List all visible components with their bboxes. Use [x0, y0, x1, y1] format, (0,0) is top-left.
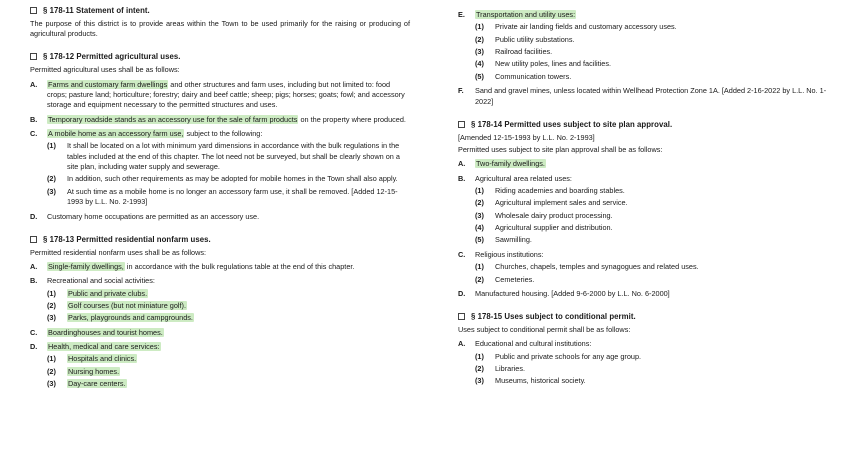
list-item-marker: C. — [458, 249, 466, 259]
list-item-marker: (3) — [47, 379, 56, 389]
section-checkbox[interactable] — [30, 236, 37, 243]
list-item-text: Recreational and social activities: — [47, 276, 155, 286]
list-item-text: Manufactured housing. [Added 9-6-2000 by L.L. No. 6-2000] — [475, 288, 670, 298]
section-intro-text: The purpose of this district is to provide areas within the Town to be used primarily for the raising or producing of agricultural products. — [30, 18, 410, 39]
list-item — [458, 352, 838, 362]
list-item-text: A mobile home as an accessory farm use, subject to the following: — [48, 128, 263, 138]
list-item-marker: B. — [30, 276, 38, 286]
list-item-text: Railroad facilities. — [495, 47, 553, 57]
section-intro-text: Permitted agricultural uses shall be as follows: — [30, 65, 180, 75]
list-item-text — [67, 367, 410, 377]
left-column — [0, 6, 424, 475]
list-item — [30, 262, 410, 272]
list-item-marker: (1) — [475, 262, 484, 272]
list-item-marker: (1) — [47, 288, 56, 298]
list-item-marker: (5) — [475, 71, 484, 81]
list-item-marker: (1) — [47, 354, 56, 364]
list-item-marker: (3) — [475, 376, 484, 386]
section-checkbox[interactable] — [30, 7, 37, 14]
list-item-text: Churches, chapels, temples and synagogues and related uses. — [495, 262, 699, 272]
list-item-marker: D. — [458, 288, 466, 298]
list-item-text: It shall be located on a lot with minimum yard dimensions in accordance with the bulk regulations in the tables included at the end of this chapter. The lot need not be surveyed, but shall be clearly shown on a site plan, including water supply and sewerage. — [67, 141, 400, 172]
list-item — [458, 10, 838, 20]
list-item-marker: (2) — [47, 174, 56, 184]
list-item — [458, 223, 838, 233]
list-item — [30, 328, 410, 338]
list-item-marker: D. — [30, 342, 38, 352]
list-item — [458, 186, 838, 196]
list-item-text — [67, 301, 410, 311]
list-item-text — [475, 10, 838, 20]
list-item-text: Customary home occupations are permitted as an accessory use. — [47, 211, 260, 221]
list-item-text: Farms and customary farm dwellings and other structures and farm uses, including but not limited to: food crops; pasture land; horticulture; forestry; dairy and beef cattle; sheep; pigs; horses; goats; fowl; and accessory storage and equipment necessary to the permitted structures and uses. — [47, 79, 405, 110]
highlight-span: A mobile home as an accessory farm use, — [48, 128, 184, 138]
list-item — [458, 159, 838, 169]
list-item-text — [475, 159, 838, 169]
highlight-span: Two-family dwellings. — [476, 159, 545, 169]
list-item-marker: (4) — [475, 59, 484, 69]
list-item — [458, 235, 838, 245]
list-item — [30, 141, 410, 172]
section-title: § 178-11 Statement of intent. — [43, 6, 150, 15]
list-item-marker: A. — [458, 159, 466, 169]
list-item-marker: (5) — [475, 235, 484, 245]
list-item-text: Religious institutions: — [475, 249, 544, 259]
list-item — [30, 367, 410, 377]
list-item-text: Public and private schools for any age group. — [495, 351, 642, 361]
list-item-marker: (3) — [47, 186, 56, 196]
list-item-marker: (4) — [475, 223, 484, 233]
list-item — [458, 47, 838, 57]
list-item — [30, 354, 410, 364]
list-item-text — [67, 313, 410, 323]
list-item — [30, 115, 410, 125]
list-item-marker: F. — [458, 86, 464, 96]
list-item-marker: B. — [458, 173, 466, 183]
list-item-text: Public utility substations. — [495, 34, 575, 44]
list-item-marker: B. — [30, 114, 38, 124]
right-column — [424, 6, 848, 475]
highlight-span: Parks, playgrounds and campgrounds. — [68, 313, 193, 323]
list-item-text: In addition, such other requirements as may be adopted for mobile homes in the Town shall also apply. — [67, 174, 398, 184]
section-title: § 178-15 Uses subject to conditional permit. — [471, 312, 636, 322]
highlight-span: Hospitals and clinics. — [68, 354, 137, 364]
list-item — [458, 364, 838, 374]
list-item — [458, 275, 838, 285]
highlight-span: Boardinghouses and tourist homes. — [48, 327, 163, 337]
list-item-text: New utility poles, lines and facilities. — [495, 59, 611, 69]
list-item-text: Private air landing fields and customary accessory uses. — [495, 22, 677, 32]
highlight-span: Farms and customary farm dwellings — [48, 79, 168, 89]
list-item-marker: (3) — [47, 313, 56, 323]
section-checkbox[interactable] — [458, 313, 465, 320]
list-item-text — [67, 289, 410, 299]
list-item-marker: (2) — [47, 366, 56, 376]
list-item — [30, 187, 410, 208]
highlight-span: Health, medical and care services: — [48, 342, 160, 352]
list-item-marker: C. — [30, 128, 38, 138]
list-item-marker: (3) — [475, 210, 484, 220]
section-title: § 178-12 Permitted agricultural uses. — [43, 52, 181, 62]
section-intro-text: Uses subject to conditional permit shall be as follows: — [458, 325, 631, 335]
list-item-marker: A. — [30, 79, 38, 89]
list-item-marker: (2) — [475, 34, 484, 44]
list-item — [30, 379, 410, 389]
list-item — [458, 22, 838, 32]
list-item-text: Temporary roadside stands as an accessory use for the sale of farm products on the property where produced. — [48, 114, 406, 124]
section-heading-row — [30, 235, 410, 245]
list-item-marker: D. — [30, 211, 38, 221]
list-item-marker: (1) — [47, 141, 56, 151]
list-item — [458, 59, 838, 69]
list-item-marker: A. — [458, 339, 466, 349]
list-item-marker: (3) — [475, 47, 484, 57]
list-item-text: Libraries. — [495, 364, 526, 374]
section-heading-row — [30, 52, 410, 62]
section-title: § 178-13 Permitted residential nonfarm uses. — [43, 234, 211, 244]
list-item-marker: (2) — [475, 274, 484, 284]
list-item — [458, 174, 838, 184]
list-item-text — [67, 354, 410, 364]
list-item-text: Single-family dwellings, in accordance with the bulk regulations table at the end of this chapter. — [48, 261, 355, 271]
list-item — [458, 35, 838, 45]
list-item — [30, 276, 410, 286]
section-heading-row — [458, 120, 838, 130]
list-item-text: Agricultural implement sales and service. — [495, 198, 628, 208]
list-item — [30, 301, 410, 311]
list-item-text: Agricultural supplier and distribution. — [495, 223, 613, 233]
list-item — [30, 289, 410, 299]
section-heading-row — [30, 6, 410, 16]
list-item-marker: C. — [30, 327, 38, 337]
list-item-marker: (1) — [475, 22, 484, 32]
list-item — [30, 80, 410, 111]
list-item — [458, 72, 838, 82]
list-item — [30, 212, 410, 222]
list-item-marker: (2) — [475, 198, 484, 208]
list-item — [458, 86, 838, 107]
list-item — [458, 262, 838, 272]
list-item — [458, 211, 838, 221]
list-item-text: At such time as a mobile home is no longer an accessory farm use, it shall be removed. [Added 12-15-1993 by L.L. No. 2-1993] — [67, 186, 398, 207]
list-item — [458, 198, 838, 208]
section-amendment-note: [Amended 12-15-1993 by L.L. No. 2-1993] — [458, 132, 595, 142]
list-item-marker: (1) — [475, 351, 484, 361]
list-item — [30, 174, 410, 184]
list-item-text — [67, 379, 410, 389]
list-item — [458, 289, 838, 299]
list-item — [458, 376, 838, 386]
list-item-marker: E. — [458, 10, 465, 19]
highlight-span: Single-family dwellings, — [48, 261, 124, 271]
list-item-text — [47, 328, 410, 338]
highlight-span: Transportation and utility uses: — [476, 10, 576, 19]
list-item-text: Agricultural area related uses: — [475, 173, 572, 183]
highlight-span: Temporary roadside stands as an accessory use for the sale of farm products — [48, 114, 298, 124]
list-item-text: Communication towers. — [495, 71, 572, 81]
list-item — [458, 250, 838, 260]
list-item-text: Museums, historical society. — [495, 376, 586, 386]
list-item-marker: (2) — [475, 364, 484, 374]
list-item — [458, 339, 838, 349]
list-item-text: Sand and gravel mines, unless located within Wellhead Protection Zone 1A. [Added 2-16-2022 by L.L. No. 1-2022] — [475, 86, 827, 106]
list-item — [30, 342, 410, 352]
list-item-text: Cemeteries. — [495, 274, 535, 284]
highlight-span: Nursing homes. — [68, 366, 120, 376]
list-item — [30, 313, 410, 323]
list-item-marker: (1) — [475, 186, 484, 196]
list-item-text: Riding academies and boarding stables. — [495, 186, 625, 196]
section-intro-text: Permitted residential nonfarm uses shall be as follows: — [30, 247, 207, 257]
section-checkbox[interactable] — [30, 53, 37, 60]
highlight-span: Golf courses (but not miniature golf). — [68, 301, 187, 311]
list-item-text: Sawmilling. — [495, 235, 532, 245]
list-item-text: Wholesale dairy product processing. — [495, 210, 613, 220]
section-intro-text: Permitted uses subject to site plan approval shall be as follows: — [458, 144, 663, 154]
list-item-text — [47, 342, 410, 352]
section-heading-row — [458, 312, 838, 322]
list-item-marker: (2) — [47, 301, 56, 311]
list-item — [30, 129, 410, 139]
highlight-span: Public and private clubs. — [68, 288, 148, 298]
list-item-marker: A. — [30, 261, 38, 271]
section-checkbox[interactable] — [458, 121, 465, 128]
highlight-span: Day-care centers. — [68, 379, 126, 389]
list-item-text: Educational and cultural institutions: — [475, 339, 592, 349]
section-title: § 178-14 Permitted uses subject to site plan approval. — [471, 119, 673, 129]
